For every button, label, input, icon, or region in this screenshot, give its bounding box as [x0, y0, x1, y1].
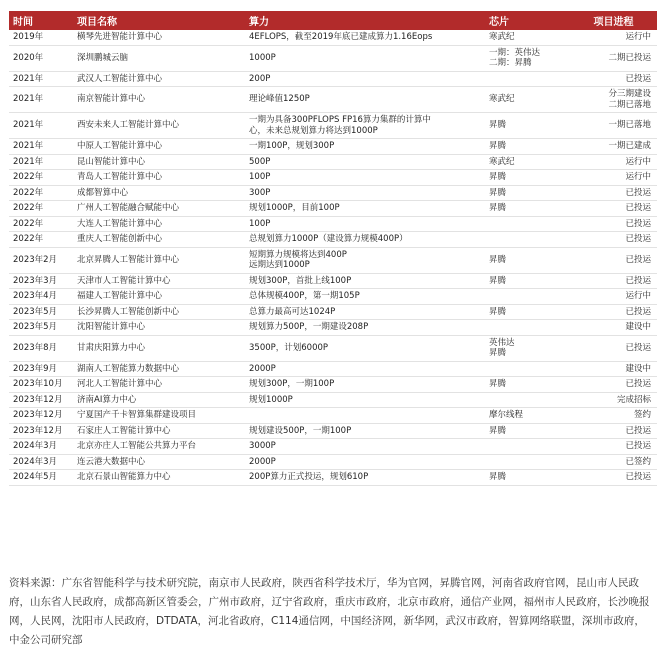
cell-time: 2022年 — [9, 216, 73, 232]
cell-time: 2023年12月 — [9, 423, 73, 439]
table-row — [9, 71, 657, 87]
cell-power: 短期算力规模将达到400P 远期达到1000P — [245, 247, 485, 273]
cell-project: 北京石景山智能算力中心 — [73, 470, 245, 486]
cell-time: 2023年12月 — [9, 408, 73, 424]
cell-progress: 运行中 — [570, 30, 657, 45]
cell-progress: 运行中 — [570, 289, 657, 305]
cell-progress: 已投运 — [570, 247, 657, 273]
cell-project: 昆山智能计算中心 — [73, 154, 245, 170]
cell-time: 2022年 — [9, 201, 73, 217]
table-row — [9, 439, 657, 455]
cell-power: 规划1000P，目前100P — [245, 201, 485, 217]
cell-time: 2023年5月 — [9, 320, 73, 336]
cell-progress: 分三期建设 二期已落地 — [570, 87, 657, 113]
cell-chip: 昇腾 — [485, 377, 570, 393]
table-row — [9, 273, 657, 289]
table-row — [9, 377, 657, 393]
table-row — [9, 423, 657, 439]
cell-chip: 摩尔线程 — [485, 408, 570, 424]
cell-chip: 昇腾 — [485, 185, 570, 201]
cell-time: 2023年10月 — [9, 377, 73, 393]
cell-progress: 已投运 — [570, 232, 657, 248]
cell-time: 2021年 — [9, 87, 73, 113]
header-chip: 芯片 — [485, 11, 570, 30]
cell-power: 规划1000P — [245, 392, 485, 408]
table-row — [9, 335, 657, 361]
cell-time: 2024年3月 — [9, 454, 73, 470]
table-body — [9, 30, 657, 485]
cell-project: 甘肃庆阳算力中心 — [73, 335, 245, 361]
cell-progress: 已投运 — [570, 377, 657, 393]
header-time: 时间 — [9, 11, 73, 30]
cell-time: 2021年 — [9, 71, 73, 87]
cell-power: 4EFLOPS，截至2019年底已建成算力1.16Eops — [245, 30, 485, 45]
cell-time: 2022年 — [9, 170, 73, 186]
cell-power: 理论峰值1250P — [245, 87, 485, 113]
table-row — [9, 87, 657, 113]
cell-project: 天津市人工智能计算中心 — [73, 273, 245, 289]
cell-project: 北京亦庄人工智能公共算力平台 — [73, 439, 245, 455]
source-note: 资料来源：广东省智能科学与技术研究院，南京市人民政府，陕西省科学技术厅，华为官网，昇腾官网，河南省政府官网，昆山市人民政府，山东省人民政府，成都高新区管委会，广州市政府，辽宁省政府，重庆市政府，北京市政府，通信产业网，福州市人民政府，长沙晚报网，人民网，沈阳市人民政府，DTDATA，河北省政府，C114通信网，中国经济网，新华网，武汉市政府，智算网络联盟，深圳市政府，中金公司研究部 — [9, 577, 650, 646]
cell-power: 100P — [245, 216, 485, 232]
table-row — [9, 289, 657, 305]
cell-power: 规划建设500P，一期100P — [245, 423, 485, 439]
cell-power: 300P — [245, 185, 485, 201]
cell-power: 规划300P，一期100P — [245, 377, 485, 393]
cell-progress: 二期已投运 — [570, 45, 657, 71]
cell-time: 2021年 — [9, 113, 73, 139]
cell-time: 2023年4月 — [9, 289, 73, 305]
table-row — [9, 247, 657, 273]
cell-power: 100P — [245, 170, 485, 186]
cell-progress: 已投运 — [570, 185, 657, 201]
cell-progress: 运行中 — [570, 170, 657, 186]
table-row — [9, 454, 657, 470]
cell-power: 200P算力正式投运，规划610P — [245, 470, 485, 486]
cell-power: 3500P，计划6000P — [245, 335, 485, 361]
cell-chip — [485, 216, 570, 232]
cell-time: 2024年3月 — [9, 439, 73, 455]
cell-chip — [485, 232, 570, 248]
cell-chip: 昇腾 — [485, 423, 570, 439]
cell-time: 2023年3月 — [9, 273, 73, 289]
table-row — [9, 304, 657, 320]
cell-time: 2020年 — [9, 45, 73, 71]
table-row — [9, 45, 657, 71]
cell-project: 大连人工智能计算中心 — [73, 216, 245, 232]
cell-project: 宁夏国产千卡智算集群建设项目 — [73, 408, 245, 424]
cell-chip: 昇腾 — [485, 273, 570, 289]
cell-chip: 昇腾 — [485, 304, 570, 320]
cell-time: 2022年 — [9, 232, 73, 248]
cell-project: 河北人工智能计算中心 — [73, 377, 245, 393]
header-project: 项目名称 — [73, 11, 245, 30]
cell-project: 广州人工智能融合赋能中心 — [73, 201, 245, 217]
data-table — [9, 11, 657, 486]
cell-chip — [485, 320, 570, 336]
cell-time: 2021年 — [9, 154, 73, 170]
cell-project: 成都智算中心 — [73, 185, 245, 201]
table-row — [9, 139, 657, 155]
cell-power: 1000P — [245, 45, 485, 71]
cell-time: 2021年 — [9, 139, 73, 155]
cell-power: 规划300P，首批上线100P — [245, 273, 485, 289]
cell-progress: 已投运 — [570, 335, 657, 361]
cell-project: 长沙昇腾人工智能创新中心 — [73, 304, 245, 320]
cell-progress: 建设中 — [570, 361, 657, 377]
cell-project: 湖南人工智能算力数据中心 — [73, 361, 245, 377]
cell-chip: 昇腾 — [485, 470, 570, 486]
cell-power: 总规划算力1000P（建设算力规模400P） — [245, 232, 485, 248]
cell-time: 2024年5月 — [9, 470, 73, 486]
cell-power: 500P — [245, 154, 485, 170]
cell-progress: 已投运 — [570, 216, 657, 232]
table-row — [9, 232, 657, 248]
cell-project: 福建人工智能计算中心 — [73, 289, 245, 305]
table-row — [9, 201, 657, 217]
table-header-row — [9, 11, 657, 30]
cell-time: 2022年 — [9, 185, 73, 201]
cell-project: 横琴先进智能计算中心 — [73, 30, 245, 45]
cell-progress: 已投运 — [570, 470, 657, 486]
cell-chip: 寒武纪 — [485, 154, 570, 170]
cell-project: 南京智能计算中心 — [73, 87, 245, 113]
table-row — [9, 470, 657, 486]
cell-power: 总算力最高可达1024P — [245, 304, 485, 320]
cell-chip — [485, 289, 570, 305]
cell-chip: 寒武纪 — [485, 30, 570, 45]
table-row — [9, 361, 657, 377]
cell-power: 200P — [245, 71, 485, 87]
table-row — [9, 216, 657, 232]
cell-power: 规划算力500P，一期建设208P — [245, 320, 485, 336]
cell-time: 2023年5月 — [9, 304, 73, 320]
cell-time: 2023年2月 — [9, 247, 73, 273]
cell-progress: 一期已建成 — [570, 139, 657, 155]
cell-chip: 寒武纪 — [485, 87, 570, 113]
table-row — [9, 113, 657, 139]
cell-power: 3000P — [245, 439, 485, 455]
cell-progress: 已投运 — [570, 273, 657, 289]
cell-project: 济南AI算力中心 — [73, 392, 245, 408]
cell-chip: 昇腾 — [485, 139, 570, 155]
table-row — [9, 392, 657, 408]
table-row — [9, 320, 657, 336]
cell-chip — [485, 439, 570, 455]
cell-chip: 英伟达 昇腾 — [485, 335, 570, 361]
cell-time: 2023年9月 — [9, 361, 73, 377]
cell-progress: 已投运 — [570, 304, 657, 320]
cell-chip: 昇腾 — [485, 247, 570, 273]
cell-progress: 建设中 — [570, 320, 657, 336]
cell-progress: 签约 — [570, 408, 657, 424]
cell-project: 重庆人工智能创新中心 — [73, 232, 245, 248]
cell-progress: 运行中 — [570, 154, 657, 170]
cell-power: 2000P — [245, 361, 485, 377]
table-row — [9, 30, 657, 45]
cell-project: 北京昇腾人工智能计算中心 — [73, 247, 245, 273]
cell-project: 青岛人工智能计算中心 — [73, 170, 245, 186]
cell-chip: 昇腾 — [485, 113, 570, 139]
cell-project: 连云港大数据中心 — [73, 454, 245, 470]
cell-time: 2023年8月 — [9, 335, 73, 361]
cell-power: 总体规模400P，第一期105P — [245, 289, 485, 305]
cell-chip — [485, 392, 570, 408]
cell-progress: 已签约 — [570, 454, 657, 470]
cell-progress: 完成招标 — [570, 392, 657, 408]
cell-chip: 昇腾 — [485, 201, 570, 217]
cell-chip: 昇腾 — [485, 170, 570, 186]
cell-progress: 已投运 — [570, 201, 657, 217]
cell-progress: 一期已落地 — [570, 113, 657, 139]
cell-chip — [485, 454, 570, 470]
cell-progress: 已投运 — [570, 423, 657, 439]
table-row — [9, 170, 657, 186]
cell-power: 2000P — [245, 454, 485, 470]
cell-project: 中原人工智能计算中心 — [73, 139, 245, 155]
cell-progress: 已投运 — [570, 439, 657, 455]
cell-project: 沈阳智能计算中心 — [73, 320, 245, 336]
table-row — [9, 408, 657, 424]
cell-project: 深圳鹏城云脑 — [73, 45, 245, 71]
cell-chip: 一期：英伟达 二期：昇腾 — [485, 45, 570, 71]
cell-project: 西安未来人工智能计算中心 — [73, 113, 245, 139]
cell-power: 一期100P，规划300P — [245, 139, 485, 155]
cell-power: 一期为具备300PFLOPS FP16算力集群的计算中 心，未来总规划算力将达到1000P — [245, 113, 485, 139]
cell-time: 2023年12月 — [9, 392, 73, 408]
header-progress: 项目进程 — [570, 11, 657, 30]
cell-power — [245, 408, 485, 424]
table-row — [9, 185, 657, 201]
cell-chip — [485, 71, 570, 87]
cell-progress: 已投运 — [570, 71, 657, 87]
cell-project: 石家庄人工智能计算中心 — [73, 423, 245, 439]
cell-chip — [485, 361, 570, 377]
table-row — [9, 154, 657, 170]
cell-project: 武汉人工智能计算中心 — [73, 71, 245, 87]
header-power: 算力 — [245, 11, 485, 30]
cell-time: 2019年 — [9, 30, 73, 45]
